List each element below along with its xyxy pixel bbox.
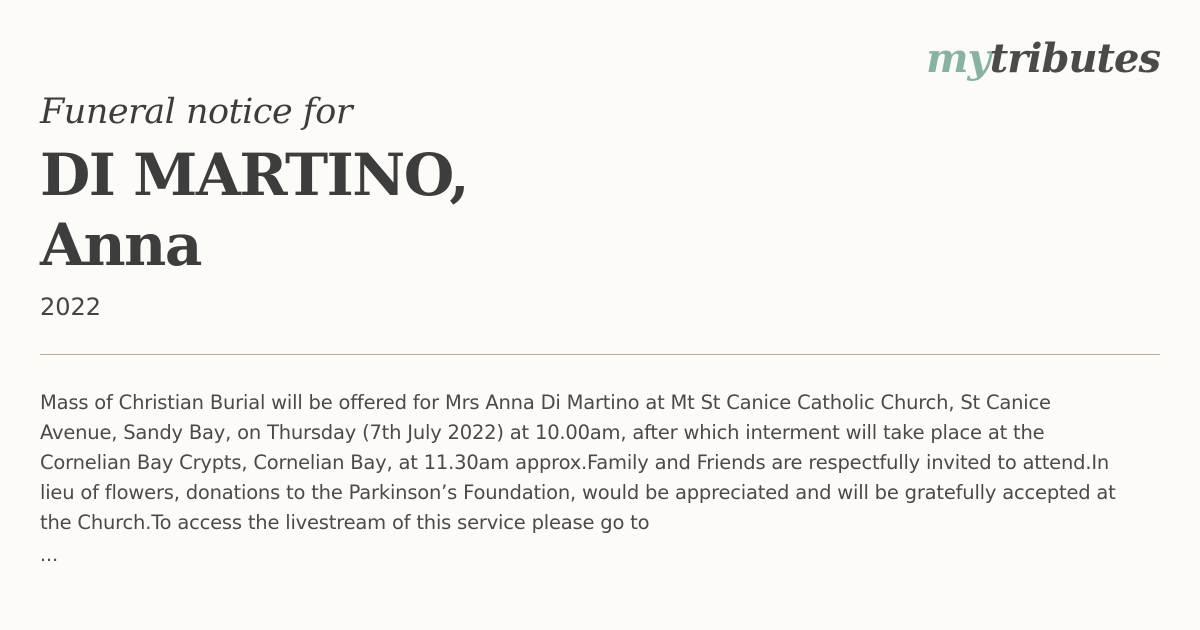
deceased-given-name: Anna	[40, 211, 201, 279]
notice-year: 2022	[40, 293, 102, 321]
deceased-name	[40, 140, 940, 280]
logo-my-text: my	[926, 35, 990, 82]
deceased-surname: DI MARTINO,	[40, 141, 469, 209]
notice-body-text: Mass of Christian Burial will be offered for Mrs Anna Di Martino at Mt St Canice Catholic Church, St Canice Avenue, Sandy Bay, on Thursday (7th July 2022) at 10.00am, after which interment will take place at the Cornelian Bay Crypts, Cornelian Bay, at 11.30am approx.Family and Friends are respectfully invited to attend.In lieu of flowers, donations to the Parkinson’s Foundation, would be appreciated and will be gratefully accepted at the Church.To access the livestream of this service please go to	[40, 391, 1116, 534]
notice-heading	[40, 88, 940, 280]
divider	[40, 354, 1160, 355]
notice-label: Funeral notice for	[40, 92, 353, 132]
mytributes-logo[interactable]	[926, 34, 1160, 84]
notice-ellipsis: ...	[40, 544, 59, 566]
logo-tributes-text: tributes	[989, 35, 1160, 82]
